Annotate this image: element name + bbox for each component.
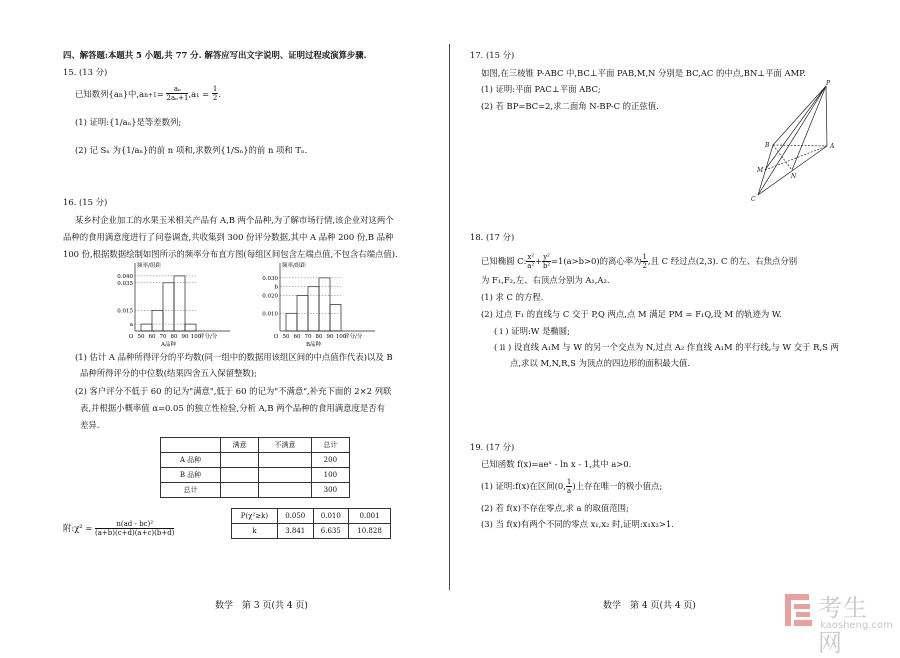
chart-bar — [163, 283, 174, 331]
table-row: 满意 不满意 总计 — [161, 438, 350, 453]
q19-part1: (1) 证明:f(x)在区间(0, $\frac{1}{a}$ )上存在唯一的极小值点; — [481, 478, 663, 495]
chart-bar — [319, 278, 330, 331]
q17-part1: (1) 证明:平面 PAC⊥平面 ABC; — [481, 84, 601, 94]
edge-ma — [765, 146, 827, 170]
edge-ac — [758, 146, 827, 195]
q16-part1-line-1: (1) 估计 A 品种所得评分的平均数(同一组中的数据用该组区间的中点值作代表)以及 B — [75, 352, 393, 362]
label-b: B — [765, 142, 770, 149]
edge-pa — [826, 86, 827, 146]
chart-ylabel: 频率/组距 — [137, 263, 161, 269]
chart-bar — [152, 310, 163, 331]
q15-part1: (1) 证明:{1/aₙ}是等差数列; — [75, 117, 182, 127]
chart-y-tick-label: 0.040 — [117, 273, 133, 280]
label-m: M — [757, 167, 764, 174]
watermark-text: 考生网 — [818, 594, 868, 657]
chart-y-tick-label: b — [274, 284, 278, 291]
chi-square-formula: 附:χ² = $\frac{\text{n(ad - bc)²}}{(a+b)(c+d)(a+c)(b+d)}$ — [63, 520, 175, 537]
label-c: C — [751, 196, 756, 203]
chart-bar — [141, 324, 152, 331]
chart-bar — [174, 276, 185, 331]
chart-xlabel: 评分/分 — [344, 334, 363, 340]
chart-x-tick-label: 50 — [137, 334, 145, 340]
q18-number: 18. (17 分) — [470, 232, 515, 242]
right-footer: 数学 第 4 页(共 4 页) — [603, 601, 696, 611]
q18-part2-i: ( ⅰ ) 证明:W 是椭圆; — [494, 326, 570, 336]
q17-stem: 如图,在三棱锥 P-ABC 中,BC⊥平面 PAB,M,N 分别是 BC,AC 的中点,BN⊥平面 AMP. — [481, 68, 806, 78]
q16-line-2: 品种的食用满意度进行了问卷调查,共收集到 300 份评分数据,其中 A 品种 200 份,B 品种 — [63, 232, 394, 242]
left-footer: 数学 第 3 页(共 4 页) — [215, 601, 308, 611]
watermark — [782, 586, 893, 657]
chart-x-tick-label: O — [273, 334, 279, 340]
label-n: N — [791, 173, 797, 180]
label-p: P — [826, 80, 831, 87]
chart-y-tick-label: a — [129, 322, 133, 329]
q16-line-1: 某乡村企业加工的水果玉米相关产品有 A,B 两个品种,为了解市场行情,该企业对这两个 — [75, 215, 394, 225]
chart-bar — [185, 324, 196, 331]
q18-part2-ii-line-1: ( ⅱ ) 设直线 A₁M 与 W 的另一个交点为 N,过点 A₂ 作直线 A₁M 的平行线,与 W 交于 R,S 两 — [494, 342, 839, 352]
chart-x-tick-label: 70 — [159, 334, 167, 340]
chart-x-tick-label: 100 — [335, 334, 347, 340]
q15-part2: (2) 记 Sₙ 为{1/aₙ}的前 n 项和,求数列{1/Sₙ}的前 n 项和 Tₙ. — [75, 145, 308, 155]
watermark-url: kaosheng.com — [820, 620, 893, 631]
table-row: P(χ²≥k) 0.050 0.010 0.001 — [232, 509, 391, 524]
q19-part3: (3) 当 f(x)有两个不同的零点 x₁,x₂ 时,证明:x₁x₂>1. — [481, 519, 674, 529]
q17-number: 17. (15 分) — [470, 50, 515, 60]
chart-y-tick-label: 0.010 — [262, 311, 278, 318]
table-row: B 品种 100 — [161, 468, 350, 483]
section-heading: 四、解答题:本题共 5 小题,共 77 分. 解答应写出文字说明、证明过程或演算步骤. — [63, 50, 367, 60]
chart-x-tick-label: 90 — [326, 334, 334, 340]
q18-part2-ii-line-2: 点,求以 M,N,R,S 为顶点的四边形的面积最大值. — [510, 358, 691, 368]
chart-y-tick-label: 0.015 — [117, 308, 133, 315]
edge-ba — [773, 145, 827, 146]
chart-y-tick-label: 0.020 — [262, 293, 278, 300]
q16-part2-line-1: (2) 客户评分不低于 60 的记为"满意",低于 60 的记为"不满意",补充下面的 2×2 列联 — [75, 386, 392, 396]
histograms — [110, 262, 400, 348]
chart-xlabel: 评分/分 — [199, 334, 218, 340]
q19-part2: (2) 若 f(x)不存在零点,求 a 的取值范围; — [481, 503, 629, 513]
q16-part2-line-2: 表,并根据小概率值 α=0.05 的独立性检验,分析 A,B 两个品种的食用满意度是否有 — [80, 403, 386, 413]
q18-line-2: 为 F₁,F₂,左、右顶点分别为 A₁,A₂. — [481, 275, 610, 285]
q16-part2-line-3: 差异. — [80, 420, 100, 430]
chart-x-tick-label: O — [128, 334, 134, 340]
chart-x-tick-label: 100 — [190, 334, 202, 340]
table-row: A 品种 200 — [161, 453, 350, 468]
chart-x-tick-label: 80 — [170, 334, 178, 340]
q17-part2: (2) 若 BP=BC=2,求二面角 N-BP-C 的正弦值. — [481, 101, 659, 111]
contingency-table — [160, 437, 350, 498]
watermark-logo-icon — [782, 590, 816, 632]
chart-ylabel: 频率/组距 — [282, 263, 306, 269]
label-a: A — [830, 143, 835, 150]
q18-part1: (1) 求 C 的方程. — [481, 292, 544, 302]
chart-x-tick-label: 60 — [148, 334, 156, 340]
q18-line-1: 已知椭圆 C: $\frac{\text{x²}}{\text{a²}}$ + $\frac{\text{y²}}{\text{b²}}$ =1(a>b>0)的离心率为 $\frac{1}{2}$ ,且 C 经过点(2,3). C 的左、右焦点分别 — [481, 253, 798, 270]
chart-x-tick-label: 90 — [181, 334, 189, 340]
q15-stem: 已知数列{an}中,an+1= $\frac{\text{aₙ}}{\text{2aₙ+1}}$ ,a₁ = $\frac{1}{2}$ . — [75, 85, 221, 102]
critical-value-table — [231, 508, 391, 539]
column-divider — [449, 44, 450, 590]
edge-pm — [765, 86, 826, 170]
pyramid-figure — [745, 80, 840, 205]
edge-pn — [792, 86, 826, 170]
q18-part2: (2) 过点 F₁ 的直线与 C 交于 P,Q 两点,点 M 满足 PM = F₁Q,设 M 的轨迹为 W. — [481, 309, 782, 319]
chart-x-tick-label: 70 — [304, 334, 312, 340]
q16-number: 16. (15 分) — [63, 197, 108, 207]
chart-x-tick-label: 60 — [293, 334, 301, 340]
chart-bar — [286, 313, 297, 331]
chart-x-tick-label: 50 — [282, 334, 290, 340]
chart-title: B品种 — [305, 342, 322, 348]
chart-bar — [330, 304, 341, 331]
chart-title: A品种 — [161, 342, 176, 348]
chart-y-tick-label: 0.035 — [117, 280, 133, 287]
q15-number: 15. (13 分) — [63, 67, 108, 77]
table-row: 总计 300 — [161, 483, 350, 498]
table-row: k 3.841 6.635 10.828 — [232, 524, 391, 539]
chart-x-tick-label: 80 — [315, 334, 323, 340]
q19-number: 19. (17 分) — [470, 442, 515, 452]
q19-stem: 已知函数 f(x)=aeˣ - ln x - 1,其中 a>0. — [481, 459, 632, 469]
q16-part1-line-2: 品种所得评分的中位数(结果四舍五入保留整数); — [80, 368, 257, 378]
q16-line-3: 100 份,根据数据绘制如图所示的频率分布直方图(每组区间包含左端点值,不包含右端点值). — [63, 249, 398, 259]
chart-bar — [308, 287, 319, 331]
chart-y-tick-label: 0.030 — [262, 275, 278, 282]
edge-pb — [773, 86, 826, 145]
